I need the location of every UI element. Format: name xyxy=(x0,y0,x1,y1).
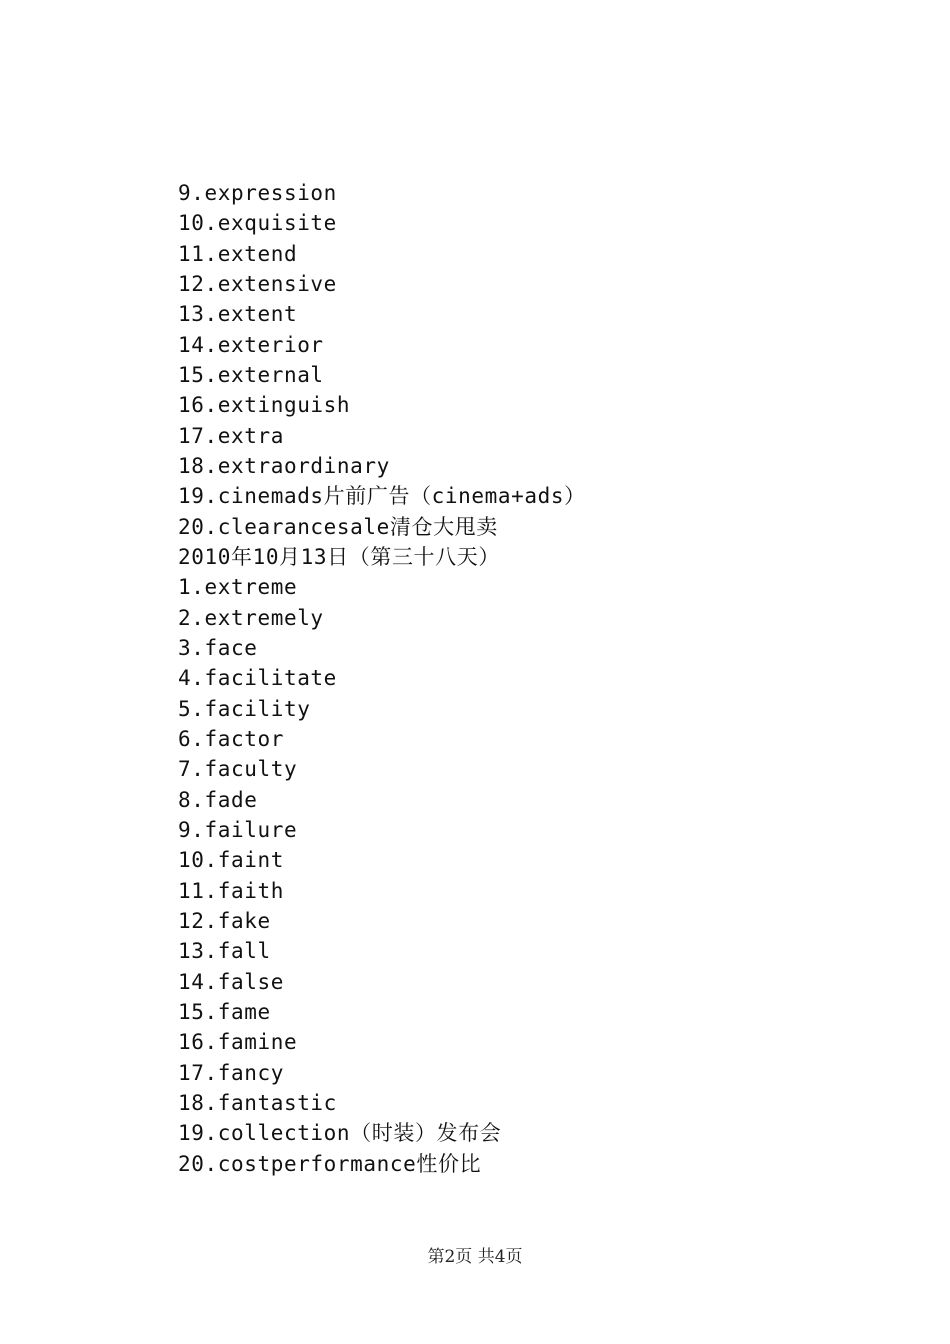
list-item: 16.extinguish xyxy=(178,393,351,418)
list-item: 15.fame xyxy=(178,999,271,1024)
list-item: 12.fake xyxy=(178,908,271,933)
list-item: 11.extend xyxy=(178,241,298,266)
list-item: 18.fantastic xyxy=(178,1090,337,1115)
list-item: 10.faint xyxy=(178,848,284,873)
list-item: 16.famine xyxy=(178,1030,298,1055)
list-item: 17.extra xyxy=(178,423,284,448)
list-item: 19.collection（时装）发布会 xyxy=(178,1121,502,1146)
list-item: 13.extent xyxy=(178,302,298,327)
list-item: 18.extraordinary xyxy=(178,453,390,478)
list-item: 3.face xyxy=(178,635,258,660)
list-item: 13.fall xyxy=(178,939,271,964)
list-item: 10.exquisite xyxy=(178,211,337,236)
list-item: 17.fancy xyxy=(178,1060,284,1085)
list-item: 9.expression xyxy=(178,181,337,205)
list-item: 6.factor xyxy=(178,726,284,751)
list-item: 20.clearancesale清仓大甩卖 xyxy=(178,514,498,539)
list-item: 4.facilitate xyxy=(178,666,337,691)
list-item: 7.faculty xyxy=(178,757,298,782)
list-item: 9.failure xyxy=(178,817,298,842)
list-item: 14.exterior xyxy=(178,332,324,357)
list-item: 8.fade xyxy=(178,787,258,812)
vocabulary-list xyxy=(178,178,586,1179)
date-heading: 2010年10月13日（第三十八天） xyxy=(178,544,500,569)
list-item: 14.false xyxy=(178,969,284,994)
list-item: 12.extensive xyxy=(178,271,337,296)
list-item: 2.extremely xyxy=(178,605,324,630)
list-item: 19.cinemads片前广告（cinema+ads） xyxy=(178,484,586,509)
page-number-footer: 第2页 共4页 xyxy=(427,1247,523,1267)
list-item: 5.facility xyxy=(178,696,311,721)
list-item: 15.external xyxy=(178,362,324,387)
list-item: 20.costperformance性价比 xyxy=(178,1151,482,1176)
list-item: 11.faith xyxy=(178,878,284,903)
list-item: 1.extreme xyxy=(178,575,298,600)
